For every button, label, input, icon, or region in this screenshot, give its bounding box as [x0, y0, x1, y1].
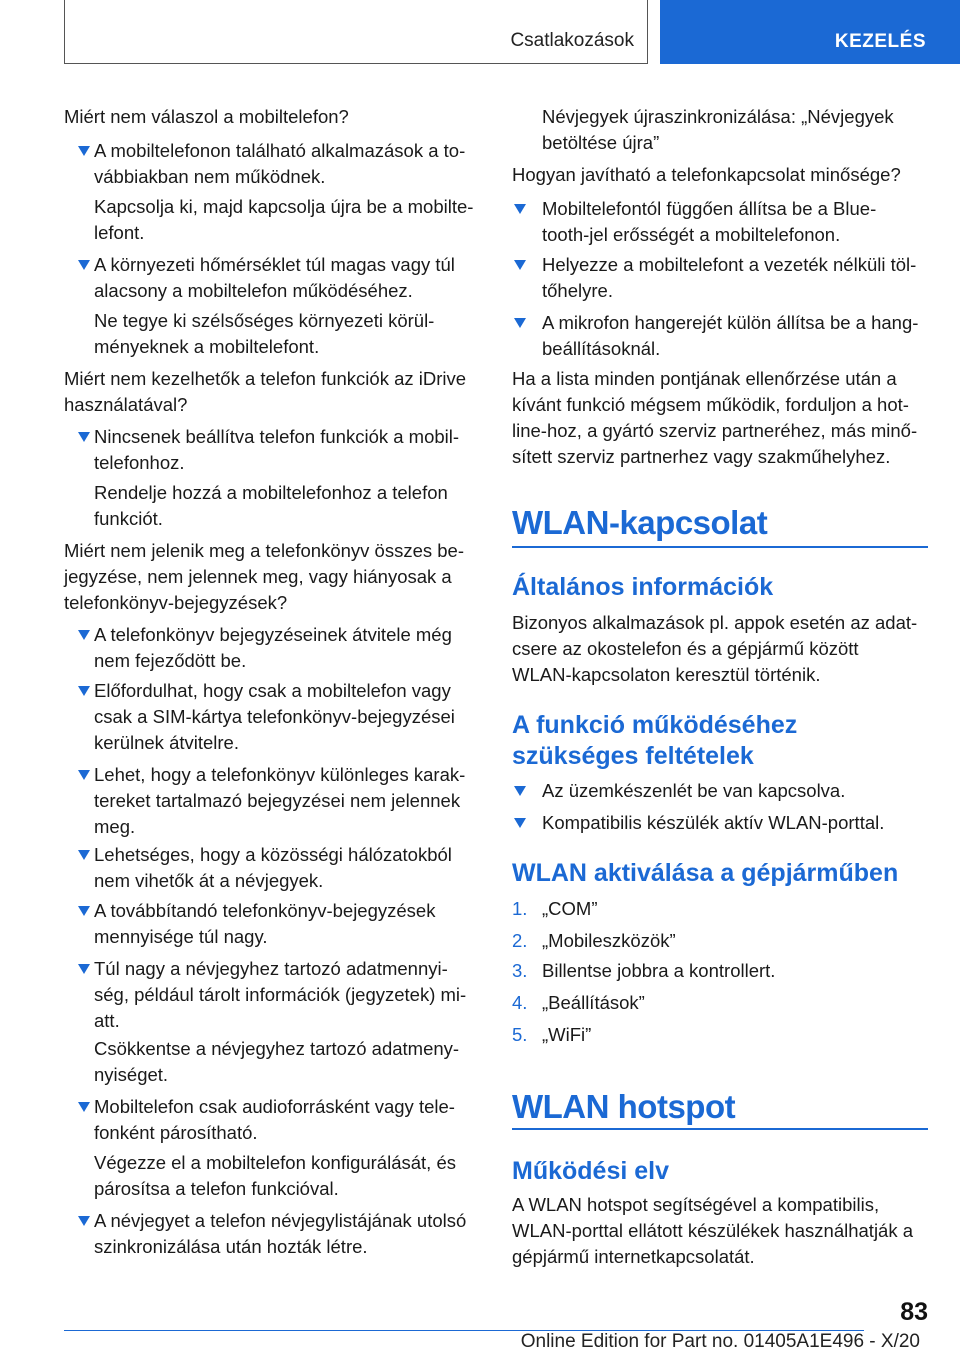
paragraph: Bizonyos alkalmazások pl. appok esetén az adat- csere az okostelefon és a gépjármű között WLAN-kapcsolaton keresztül történik.: [512, 612, 918, 685]
heading-rule: [512, 546, 928, 548]
subheading-feltetelek: A funkció működéséhez szükséges feltételek: [512, 711, 798, 770]
solution-text: Névjegyek újraszinkronizálása: „Névjegyek betöltése újra”: [542, 106, 894, 153]
triangle-bullet-icon: [78, 964, 90, 974]
heading-wlan-hotspot: WLAN hotspot: [512, 1088, 736, 1125]
question: Miért nem válaszol a mobiltelefon?: [64, 106, 349, 127]
edition-text: Online Edition for Part no. 01405A1E496 - X/20: [520, 1331, 920, 1352]
solution-text: Kapcsolja ki, majd kapcsolja újra be a mobilte- lefont.: [94, 196, 474, 243]
subheading-aktivalas: WLAN aktiválása a gépjárműben: [512, 859, 899, 887]
paragraph: A WLAN hotspot segítségével a kompatibilis, WLAN-porttal ellátott készülékek használhatják a gépjármű internetkapcsolatát.: [512, 1194, 914, 1267]
solution-text: Rendelje hozzá a mobiltelefonhoz a telefon funkciót.: [94, 482, 448, 529]
heading-rule: [512, 1128, 928, 1130]
triangle-bullet-icon: [78, 906, 90, 916]
subheading-mukodesi-elv: Működési elv: [512, 1157, 669, 1185]
page-number: 83: [900, 1298, 928, 1326]
triangle-bullet-icon: [514, 318, 526, 328]
triangle-bullet-icon: [514, 204, 526, 214]
triangle-bullet-icon: [514, 260, 526, 270]
chapter-tab: [660, 0, 960, 64]
solution-text: Végezze el a mobiltelefon konfigurálását, és párosítsa a telefon funkcióval.: [94, 1152, 456, 1199]
solution-text: Ne tegye ki szélsőséges környezeti körül- ményeknek a mobiltelefont.: [94, 310, 435, 357]
question: Miért nem jelenik meg a telefonkönyv összes be- jegyzése, nem jelennek meg, vagy hiányosak a telefonkönyv-bejegyzések?: [64, 540, 464, 613]
paragraph: Ha a lista minden pontjának ellenőrzése után a kívánt funkció mégsem működik, forduljon a hot- line-hoz, a gyártó szerviz partneréhez, más minő- sített szerviz partnerhez vagy szakműhelyhez.: [512, 368, 918, 467]
triangle-bullet-icon: [78, 770, 90, 780]
triangle-bullet-icon: [514, 818, 526, 828]
triangle-bullet-icon: [514, 786, 526, 796]
heading-wlan-kapcsolat: WLAN-kapcsolat: [512, 504, 768, 541]
chapter-label: KEZELÉS: [834, 31, 926, 52]
triangle-bullet-icon: [78, 686, 90, 696]
triangle-bullet-icon: [78, 146, 90, 156]
triangle-bullet-icon: [78, 260, 90, 270]
triangle-bullet-icon: [78, 850, 90, 860]
triangle-bullet-icon: [78, 630, 90, 640]
triangle-bullet-icon: [78, 1216, 90, 1226]
question: Hogyan javítható a telefonkapcsolat minősége?: [512, 164, 901, 185]
triangle-bullet-icon: [78, 1102, 90, 1112]
question: Miért nem kezelhetők a telefon funkciók az iDrive használatával?: [64, 368, 467, 415]
subheading-altalanos: Általános információk: [512, 573, 774, 601]
solution-text: Csökkentse a névjegyhez tartozó adatmeny- nyiséget.: [94, 1038, 460, 1085]
section-title: Csatlakozások: [510, 30, 634, 51]
triangle-bullet-icon: [78, 432, 90, 442]
